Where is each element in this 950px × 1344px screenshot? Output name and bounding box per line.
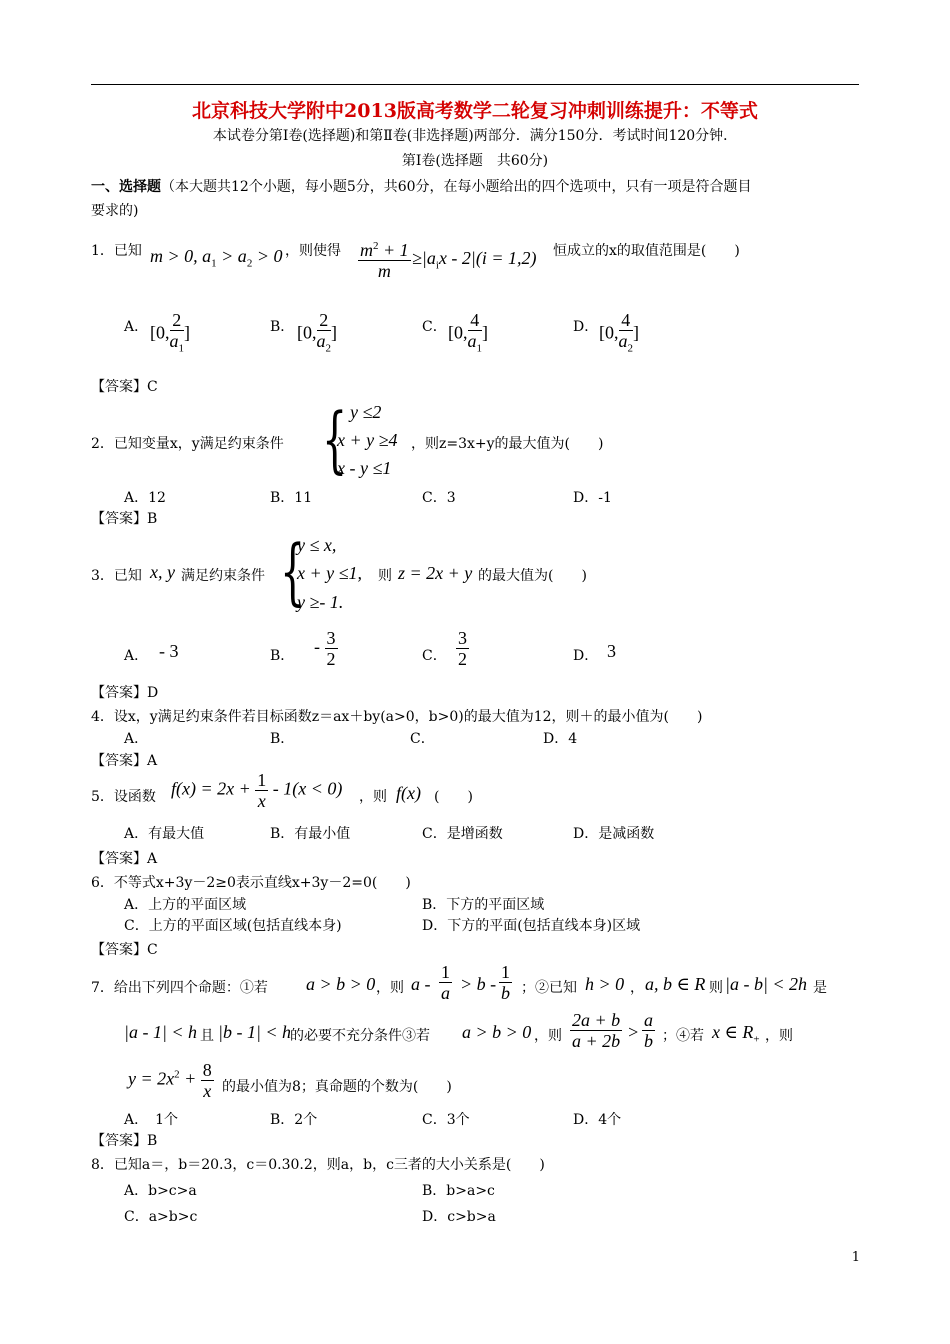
answer-label: 【答案】 (91, 1133, 147, 1149)
q4-option-d: D．4 (543, 731, 578, 747)
answer-value: B (147, 1133, 158, 1149)
q4-text: 4．设x，y满足约束条件若目标函数z＝ax＋by(a>0，b>0)的最大值为12，则＋的最小值为( ) (91, 709, 703, 725)
q7-l2k: x ∈ $R_+$ (712, 1022, 760, 1046)
q7-l2b: 且 (200, 1028, 214, 1044)
q5-expression: f(x) = 2x + $\frac{1}{x}$ - 1(x < 0) (171, 770, 343, 811)
q1-option-c-letter: C． (422, 319, 447, 335)
answer-value: A (147, 851, 158, 867)
q6-text: 6．不等式x+3y－2≥0表示直线x+3y－2=0( ) (91, 875, 411, 891)
q2-option-a: A．12 (124, 490, 166, 506)
q4-option-a: A． (124, 731, 149, 747)
q3-option-a: - 3 (159, 641, 179, 661)
q6-answer (91, 939, 158, 959)
q2-constraint-3: x - y ≤1 (337, 458, 392, 478)
q2-brace-icon: { (322, 397, 348, 481)
q3-mid: 则 (378, 568, 392, 584)
q8-text: 8．已知a＝，b＝20.3，c＝0.30.2，则a，b，c三者的大小关系是( ) (91, 1157, 545, 1173)
part-heading: 第Ⅰ卷(选择题 共60分) (401, 153, 549, 169)
q7-l1l: 是 (813, 980, 827, 996)
q7-option-d: D．4个 (573, 1112, 622, 1128)
answer-value: C (147, 942, 158, 958)
q3-expression: z = 2x + y (398, 563, 473, 583)
q3-cond: 满足约束条件 (181, 568, 265, 584)
q1-option-a-letter: A． (124, 319, 149, 335)
q8-option-c: C．a>b>c (124, 1209, 198, 1225)
section-heading: 一、选择题 (91, 179, 161, 195)
q3-option-d: 3 (607, 641, 616, 661)
answer-label: 【答案】 (91, 379, 147, 395)
q7-option-c: C．3个 (422, 1112, 470, 1128)
answer-label: 【答案】 (91, 942, 147, 958)
page-number: 1 (851, 1250, 860, 1265)
answer-label: 【答案】 (91, 851, 147, 867)
q1-option-d: [0, $\frac{4}{a_2}$ ] (599, 310, 639, 355)
q5-option-c: C．是增函数 (422, 826, 503, 842)
q3-vars: x, y (150, 562, 175, 582)
q7-l1h: ， (630, 980, 644, 996)
section-desc-1: （本大题共12个小题，每小题5分，共60分，在每小题给出的四个选项中，只有一项是符合题目 (161, 179, 752, 195)
q7-l2f: ，则 (534, 1028, 562, 1044)
q1-option-d-letter: D． (573, 319, 599, 335)
q2-prefix: 2．已知变量x，y满足约束条件 (91, 436, 284, 452)
section-description (91, 176, 752, 196)
answer-value: A (147, 753, 158, 769)
q6-option-a: A．上方的平面区域 (124, 897, 247, 913)
q5-option-d: D．是减函数 (573, 826, 655, 842)
q5-option-b: B．有最小值 (270, 826, 351, 842)
q7-l2h: a + 2b (572, 1031, 621, 1051)
q1-fraction: $\frac{m^2 + 1}{m}$ (358, 236, 411, 281)
q7-option-b: B．2个 (270, 1112, 318, 1128)
q3-constraint-1: y ≤ x, (297, 535, 337, 555)
q5-option-a: A．有最大值 (124, 826, 205, 842)
q8-option-a: A．b>c>a (124, 1183, 197, 1199)
answer-label: 【答案】 (91, 511, 147, 527)
q7-l2d: 的必要不充分条件③若 (290, 1028, 430, 1044)
q7-frac-2 (570, 1010, 622, 1051)
q7-frac-1a: $\frac{1}{a}$ (441, 962, 450, 1003)
q3-prefix: 3．已知 (91, 568, 142, 584)
q8-option-d: D．c>b>a (422, 1209, 496, 1225)
q2-option-b: B．11 (270, 490, 313, 506)
q7-l1j: 则 (709, 980, 723, 996)
answer-label: 【答案】 (91, 753, 147, 769)
q7-l2g: 2a + b (572, 1010, 621, 1030)
q6-option-d: D．下方的平面(包括直线本身)区域 (422, 918, 641, 934)
q7-l3b: 的最小值为8；真命题的个数为( ) (222, 1079, 452, 1095)
q3-option-b: - $\frac{3}{2}$ (314, 628, 336, 669)
q7-l2c: |b - 1| < h (218, 1022, 292, 1042)
q1-answer (91, 376, 158, 396)
q3-option-a-letter: A． (124, 648, 149, 664)
q7-l1d: a - (411, 974, 431, 994)
answer-value: C (147, 379, 158, 395)
q3-tail: 的最大值为( ) (478, 568, 587, 584)
q1-option-c: [0, $\frac{4}{a_1}$ ] (448, 310, 488, 355)
q1-prefix: 1．已知 (91, 243, 142, 259)
q7-l1g: h > 0 (585, 974, 625, 994)
q3-option-c: $\frac{3}{2}$ (458, 628, 467, 669)
q1-mid: ，则使得 (285, 243, 341, 259)
q7-l1a: 7．给出下列四个命题：①若 (91, 980, 268, 996)
q7-l3a: $y = 2x^2$ + $\frac{8}{x}$ (128, 1060, 212, 1101)
q7-l2a: |a - 1| < h (124, 1022, 198, 1042)
q3-option-d-letter: D． (573, 648, 599, 664)
q7-answer (91, 1130, 157, 1150)
q6-option-b: B．下方的平面区域 (422, 897, 545, 913)
document-title: 北京科技大学附中2013版高考数学二轮复习冲刺训练提升：不等式 (192, 100, 758, 122)
q4-answer (91, 750, 157, 770)
q8-option-b: B．b>a>c (422, 1183, 495, 1199)
q7-frac-1b: $\frac{1}{b}$ (501, 962, 510, 1003)
q1-option-a: [0, $\frac{2}{a_1}$ ] (150, 310, 190, 355)
q2-option-c: C．3 (422, 490, 456, 506)
top-rule (91, 84, 859, 85)
answer-value: B (147, 511, 158, 527)
q4-option-c: C． (410, 731, 435, 747)
q1-condition: m > 0, $a_1 > a_2 > 0$ (150, 246, 283, 270)
q4-option-b: B． (270, 731, 295, 747)
q7-l1k: |a - b| < 2h (725, 974, 808, 994)
q2-constraint-1: y ≤2 (350, 402, 382, 422)
q7-frac-ab: $\frac{a}{b}$ (644, 1010, 653, 1051)
q7-l1f: ；②已知 (521, 980, 577, 996)
q1-tail: 恒成立的x的取值范围是( ) (553, 243, 740, 259)
answer-label: 【答案】 (91, 685, 147, 701)
q7-l2j: ；④若 (662, 1028, 704, 1044)
q3-answer (91, 682, 158, 702)
q7-l1i: a, b ∈ R (645, 974, 706, 994)
q6-option-c: C．上方的平面区域(包括直线本身) (124, 918, 342, 934)
q1-expression: $\ge|a_ix - 2|(i = 1,2)$ (412, 248, 537, 272)
q7-l2l: ，则 (765, 1028, 793, 1044)
intro-line: 本试卷分第Ⅰ卷(选择题)和第Ⅱ卷(非选择题)两部分．满分150分．考试时间120分钟． (212, 128, 738, 144)
q5-prefix: 5．设函数 (91, 789, 156, 805)
q3-constraint-2: x + y ≤1, (297, 563, 363, 583)
q3-option-b-letter: B． (270, 648, 295, 664)
q7-l1b: a > b > 0 (306, 974, 376, 994)
q7-l1e: > b - (460, 974, 497, 994)
q3-option-c-letter: C． (422, 648, 447, 664)
q5-tail: ( ) (434, 789, 473, 805)
q3-constraint-3: y ≥- 1. (297, 592, 344, 612)
q7-gt: > (627, 1022, 640, 1042)
q1-option-b: [0, $\frac{2}{a_2}$ ] (297, 310, 337, 355)
q5-answer (91, 848, 157, 868)
section-desc-2: 要求的) (91, 203, 139, 219)
q2-constraint-2: x + y ≥4 (337, 430, 398, 450)
q2-answer (91, 508, 157, 528)
q7-option-a: A． 1个 (124, 1112, 179, 1128)
q2-tail: ，则z=3x+y的最大值为( ) (411, 436, 604, 452)
q3-brace-icon: { (280, 529, 306, 613)
q7-l1c: ，则 (376, 980, 404, 996)
q2-option-d: D．-1 (573, 490, 612, 506)
q5-mid: ，则 (359, 789, 387, 805)
answer-value: D (147, 685, 159, 701)
q7-l2e: a > b > 0 (462, 1022, 532, 1042)
q1-option-b-letter: B． (270, 319, 295, 335)
q5-expression-2: f(x) (396, 783, 421, 803)
